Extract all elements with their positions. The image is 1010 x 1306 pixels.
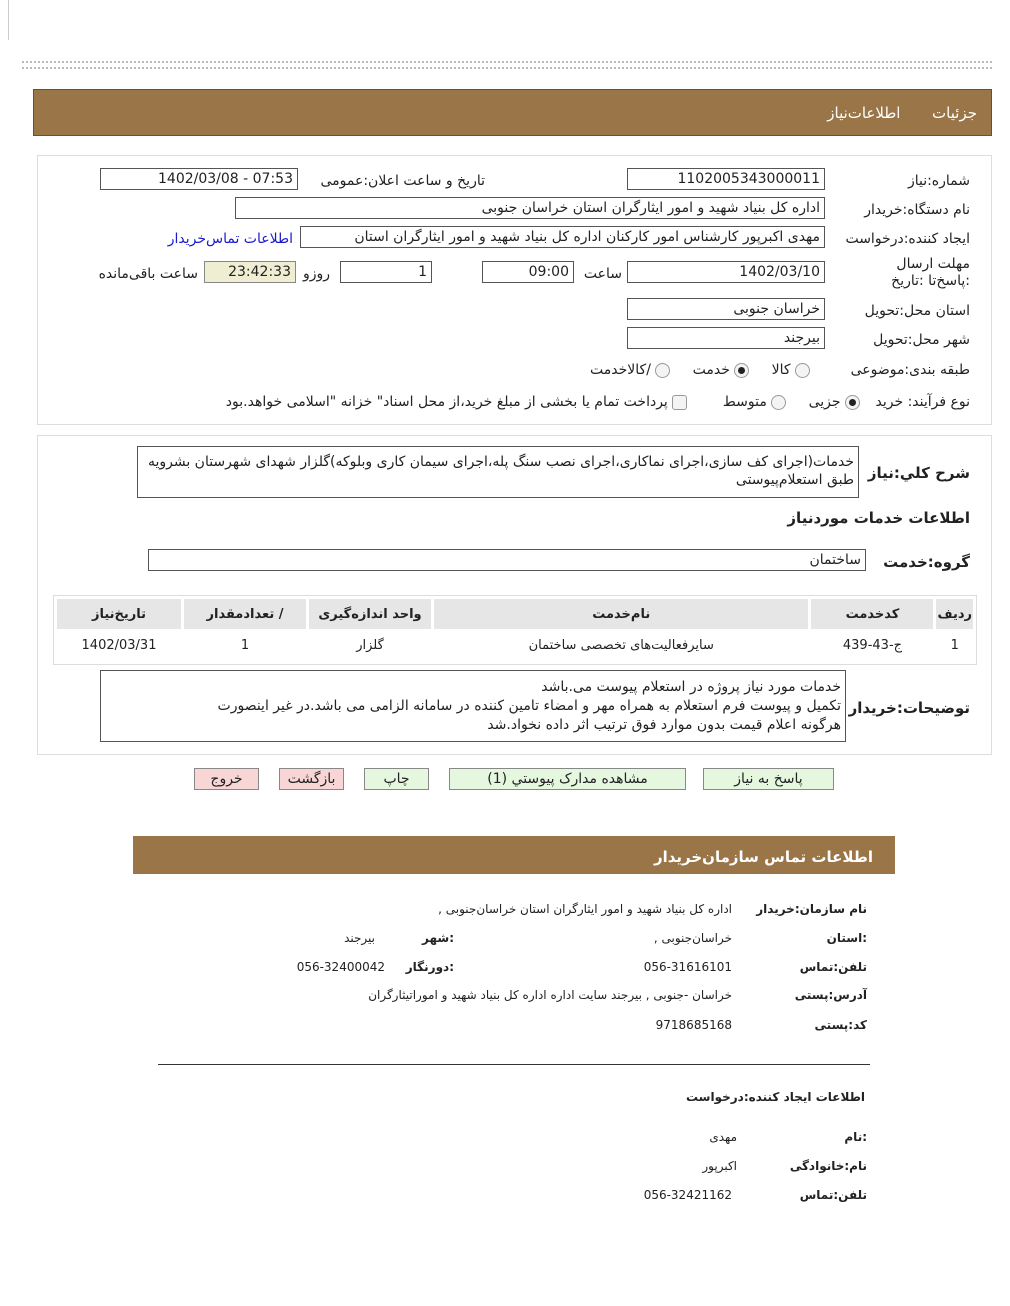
category-service-radio[interactable] [734,363,749,378]
announce-field: 1402/03/08 - 07:53 [100,168,298,190]
tab-details[interactable]: جزئیات [932,104,977,122]
creator-label: ایجاد کننده:درخواست [845,231,970,247]
category-goods-service-radio[interactable] [655,363,670,378]
col-code: کدخدمت [811,599,933,629]
contact-phone-label: تلفن:تماس [799,960,867,974]
services-table-wrap [53,595,977,665]
process-medium-radio[interactable] [771,395,786,410]
top-divider [22,61,992,69]
creator-name-label: :نام [844,1130,867,1144]
col-name: نام‌خدمت [434,599,808,629]
remaining-time: 23:42:33 [204,261,296,283]
contact-org-label: نام سازمان:خریدار [756,902,867,916]
col-unit: واحد اندازه‌گیری [309,599,431,629]
contact-divider [158,1064,870,1065]
treasury-payment-checkbox[interactable] [672,395,687,410]
province-label: استان محل:تحویل [864,303,970,319]
days-field: 1 [340,261,432,283]
creator-field: مهدی اکبرپور کارشناس امور کارکنان اداره کل بنیاد شهید و امور ایثارگران استان [300,226,825,248]
contact-fax-label: :دورنگار [405,960,454,974]
need-info-panel [37,155,992,425]
notes-label: توضیحات:خریدار [848,699,970,717]
note-line: تکمیل و پیوست فرم استعلام به همراه مهر و امضاء تامین کننده در سامانه الزامی می باشد.در غیر اینصورت [217,698,841,714]
services-table [54,596,976,661]
city-field: بیرجند [627,327,825,349]
category-label: طبقه بندی:موضوعی [850,362,970,378]
col-row: ردیف [936,599,973,629]
exit-button[interactable]: خروج [194,768,259,790]
cell-unit: گلزار [356,637,384,653]
creator-family: اکبرپور [702,1159,737,1173]
buyer-contact-link[interactable]: اطلاعات تماس‌خریدار [167,231,293,247]
contact-org: اداره کل بنیاد شهید و امور ایثارگران استان خراسان‌جنوبی , [438,902,732,916]
cell-row: 1 [950,637,959,653]
category-goods-radio[interactable] [795,363,810,378]
category-options [590,362,810,378]
contact-postal-label: کد:پستی [814,1018,867,1032]
days-label: روزو [302,266,330,282]
contact-fax: 056-32400042 [296,960,385,974]
need-number-label: شماره:نیاز [907,173,970,189]
tab-need-info[interactable]: اطلاعات‌نیاز [827,104,901,122]
summary-field: خدمات(اجرای کف سازی،اجرای نماکاری،اجرای نصب سنگ پله،اجرای سیمان کاری وبلوکه)گلزار شهدای شهرستان بشرویه طبق استعلام‌پیوستی [137,446,859,498]
group-field: ساختمان [148,549,866,571]
contact-address-label: آدرس:پستی [794,988,867,1002]
deadline-date-field: 1402/03/10 [627,261,825,283]
buyer-org-label: نام دستگاه:خریدار [864,202,970,218]
need-number-field: 1102005343000011 [627,168,825,190]
category-goods-label: کالا [771,362,791,378]
note-line: خدمات مورد نیاز پروژه در استعلام پیوست می.باشد [541,679,841,695]
services-title: اطلاعات خدمات موردنیاز [787,509,970,527]
contact-city-label: :شهر [422,931,454,945]
contact-province: خراسان‌جنوبی , [653,931,732,945]
table-row [57,632,973,658]
process-label: نوع فرآیند: خرید [875,394,970,410]
process-minor-radio[interactable] [845,395,860,410]
cell-code: ج-43-439 [842,637,903,653]
creator-name: مهدی [709,1130,737,1144]
contact-phone: 056-31616101 [643,960,732,974]
category-service-label: خدمت [692,362,730,378]
buyer-org-field: اداره کل بنیاد شهید و امور ایثارگران استان خراسان جنوبی [235,197,825,219]
cell-date: 1402/03/31 [81,637,157,653]
treasury-payment-note: پرداخت تمام یا بخشی از مبلغ خرید،از محل اسناد" خزانه "اسلامی خواهد.بود [225,394,668,410]
print-button[interactable]: چاپ [364,768,429,790]
process-medium-label: متوسط [722,394,767,410]
deadline-time-field: 09:00 [482,261,574,283]
group-label: گروه:خدمت [883,553,970,571]
contact-header-bar: اطلاعات تماس سازمان‌خریدار [133,836,895,874]
creator-phone-label: تلفن:تماس [799,1188,867,1202]
cell-name: سایرفعالیت‌های تخصصی ساختمان [528,637,714,653]
left-edge [8,0,9,40]
city-label: شهر محل:تحویل [873,332,970,348]
page-header-bar [33,89,992,136]
announce-label: تاریخ و ساعت اعلان:عمومی [320,173,485,189]
province-field: خراسان جنوبی [627,298,825,320]
cell-qty: 1 [240,637,250,653]
attachments-button[interactable]: مشاهده مدارک پیوستي (1) [449,768,686,790]
col-qty: / تعدادمقدار [184,599,306,629]
table-header-row [57,599,973,629]
deadline-label: مهلت ارسال :پاسخ‌تا :تاریخ [891,256,970,289]
back-button[interactable]: بازگشت [279,768,344,790]
note-line: هرگونه اعلام قیمت بدون موارد فوق ترتیب اثر داده نخواد.شد [487,717,841,733]
reply-button[interactable]: پاسخ به نیاز [703,768,834,790]
creator-family-label: نام:خانوادگی [789,1159,867,1173]
col-date: تاریخ‌نیاز [57,599,181,629]
contact-address: خراسان -جنوبی , بیرجند سایت اداره اداره کل بنیاد شهید و اموراتیثارگران [368,988,732,1002]
process-options [226,394,860,410]
contact-postal: 9718685168 [655,1018,732,1032]
process-minor-label: جزیی [808,394,841,410]
contact-city: بیرجند [344,931,375,945]
notes-field [100,670,846,742]
creator-info-title: اطلاعات ایجاد کننده:درخواست [685,1090,865,1104]
contact-province-label: :استان [826,931,867,945]
summary-label: شرح کلي:نیاز [867,464,970,482]
category-goods-service-label: /کالاخدمت [590,362,651,378]
time-label: ساعت [583,266,622,282]
creator-phone: 056-32421162 [643,1188,732,1202]
remaining-label: ساعت باقی‌مانده [98,266,198,282]
